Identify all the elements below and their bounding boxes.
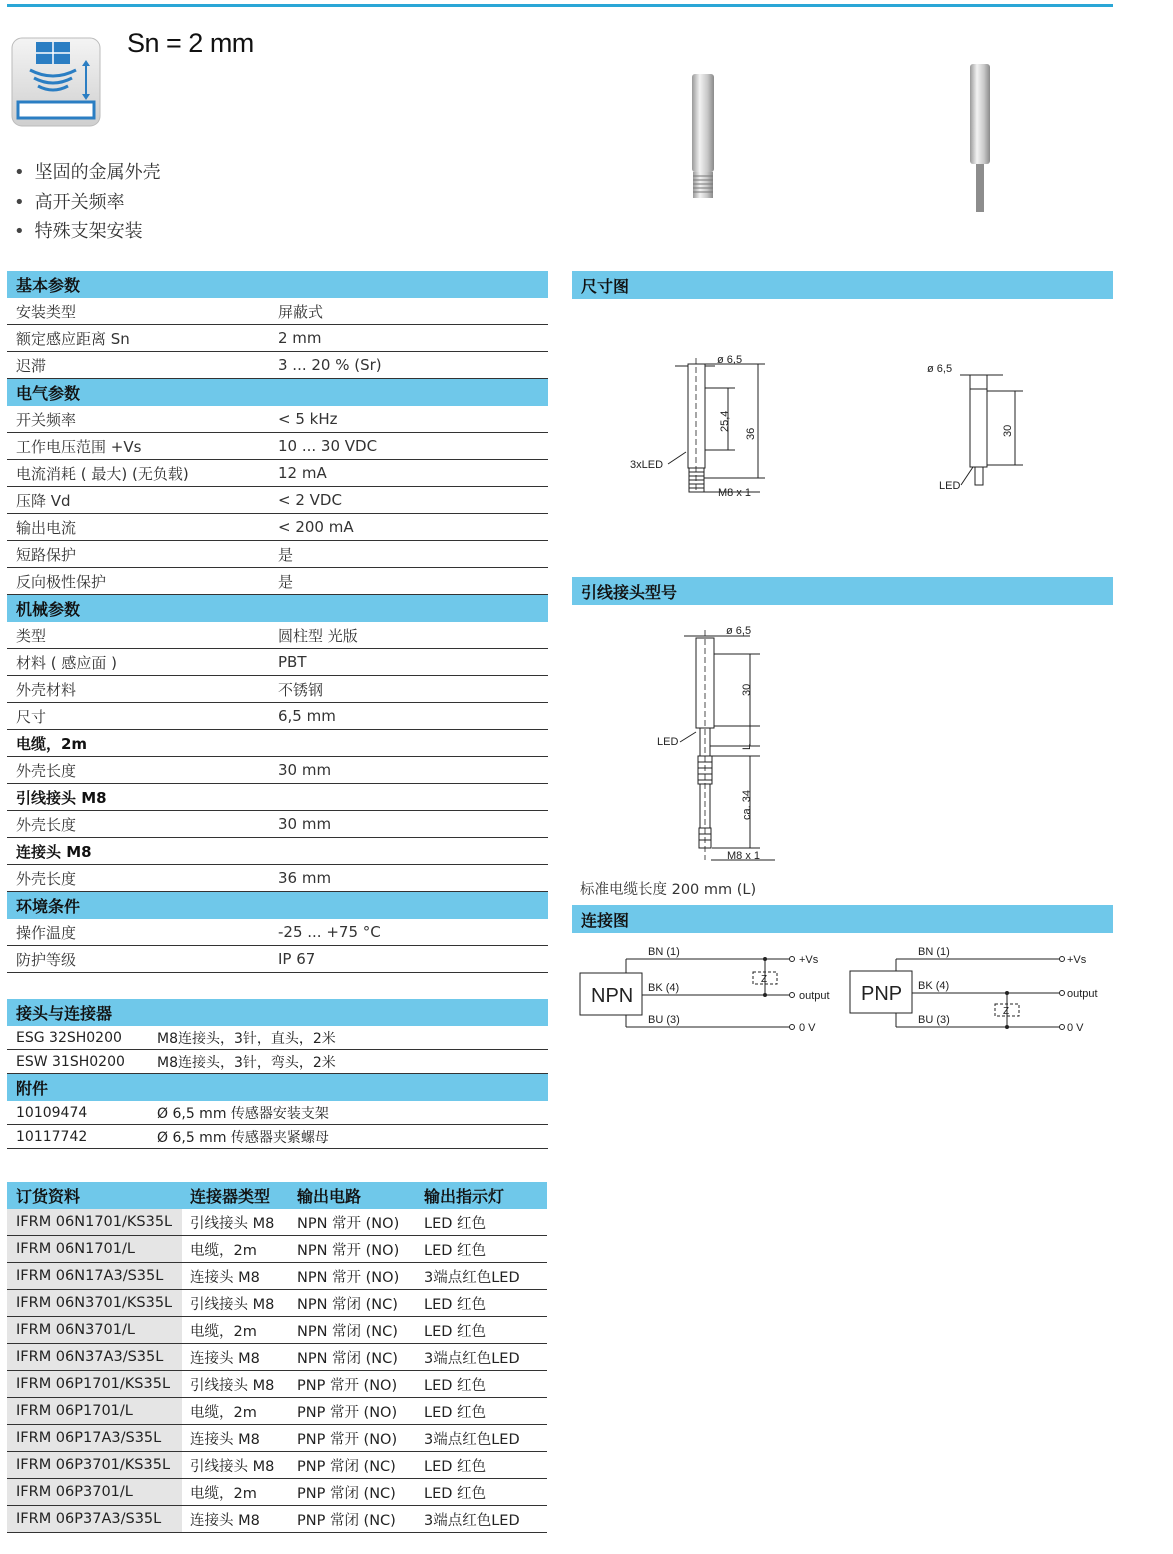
order-code: IFRM 06N3701/L xyxy=(7,1317,182,1343)
spec-row: 压降 Vd < 2 VDC xyxy=(7,487,548,514)
subsection-connector: 连接头 M8 xyxy=(7,838,548,865)
output-led: LED 红色 xyxy=(424,1458,487,1475)
svg-text:BK (4): BK (4) xyxy=(918,980,950,992)
spec-row: 安装类型 屏蔽式 xyxy=(7,298,548,325)
output-circuit: NPN 常开 (NO) xyxy=(297,1215,400,1232)
spec-row: 操作温度 -25 ... +75 °C xyxy=(7,919,548,946)
feature-list xyxy=(14,158,161,247)
svg-text:0 V: 0 V xyxy=(799,1022,816,1034)
svg-text:+Vs: +Vs xyxy=(1067,954,1087,966)
order-code: IFRM 06P3701/KS35L xyxy=(7,1452,182,1478)
output-circuit: PNP 常开 (NO) xyxy=(297,1377,398,1394)
output-circuit: NPN 常开 (NO) xyxy=(297,1269,400,1286)
svg-text:M8 x 1: M8 x 1 xyxy=(727,850,761,862)
order-row xyxy=(7,1452,547,1479)
spec-row: 外壳材料 不锈钢 xyxy=(7,676,548,703)
order-code: IFRM 06P1701/L xyxy=(7,1398,182,1424)
feature-item: • 高开关频率 xyxy=(14,188,161,218)
connector-type: 电缆，2m xyxy=(190,1323,257,1340)
output-circuit: PNP 常开 (NO) xyxy=(297,1431,398,1448)
svg-text:PNP: PNP xyxy=(861,983,903,1005)
svg-text:ø 6,5: ø 6,5 xyxy=(726,625,752,637)
connectors-table xyxy=(7,999,548,1149)
spec-row: 迟滞 3 ... 20 % (Sr) xyxy=(7,352,548,379)
order-code: IFRM 06P1701/KS35L xyxy=(7,1371,182,1397)
spec-row: 电流消耗 ( 最大) (无负载) 12 mA xyxy=(7,460,548,487)
accessory-row: 10109474 Ø 6,5 mm 传感器安装支架 xyxy=(7,1101,548,1125)
order-row xyxy=(7,1290,547,1317)
svg-text:36: 36 xyxy=(745,427,757,440)
order-table xyxy=(7,1182,547,1533)
svg-text:L: L xyxy=(741,743,753,750)
order-code: IFRM 06P37A3/S35L xyxy=(7,1506,182,1532)
svg-text:BK (4): BK (4) xyxy=(648,982,680,994)
spec-row: 尺寸 6,5 mm xyxy=(7,703,548,730)
svg-text:30: 30 xyxy=(741,683,753,696)
spec-row: 材料 ( 感应面 ) PBT xyxy=(7,649,548,676)
output-circuit: NPN 常闭 (NC) xyxy=(297,1296,398,1313)
connector-type: 连接头 M8 xyxy=(190,1350,260,1367)
output-circuit: PNP 常闭 (NC) xyxy=(297,1485,396,1502)
svg-text:Z: Z xyxy=(761,974,768,985)
svg-text:NPN: NPN xyxy=(591,985,634,1007)
wiring-diagram-pnp xyxy=(849,943,1109,1038)
spec-row: 短路保护 是 xyxy=(7,541,548,568)
output-led: LED 红色 xyxy=(424,1242,487,1259)
output-led: LED 红色 xyxy=(424,1215,487,1232)
output-circuit: PNP 常闭 (NC) xyxy=(297,1512,396,1529)
order-row xyxy=(7,1479,547,1506)
dimension-drawing-connector xyxy=(620,340,780,510)
connector-type: 引线接头 M8 xyxy=(190,1458,275,1475)
spec-row: 外壳长度 30 mm xyxy=(7,757,548,784)
spec-row: 额定感应距离 Sn 2 mm xyxy=(7,325,548,352)
svg-text:Z: Z xyxy=(1003,1006,1010,1017)
spec-row: 输出电流 < 200 mA xyxy=(7,514,548,541)
connector-row: ESW 31SH0200 M8连接头，3针，弯头，2米 xyxy=(7,1050,548,1074)
section-header-pigtail: 引线接头型号 xyxy=(572,577,1113,605)
output-circuit: PNP 常开 (NO) xyxy=(297,1404,398,1421)
connector-type: 连接头 M8 xyxy=(190,1512,260,1529)
subsection-pigtail: 引线接头 M8 xyxy=(7,784,548,811)
spec-row: 外壳长度 36 mm xyxy=(7,865,548,892)
spec-table xyxy=(7,271,548,973)
section-header-electrical: 电气参数 xyxy=(7,379,548,406)
order-row xyxy=(7,1425,547,1452)
feature-item: • 坚固的金属外壳 xyxy=(14,158,161,188)
connector-type: 连接头 M8 xyxy=(190,1269,260,1286)
output-circuit: NPN 常开 (NO) xyxy=(297,1242,400,1259)
output-led: 3端点红色LED xyxy=(424,1350,520,1367)
order-code: IFRM 06N17A3/S35L xyxy=(7,1263,182,1289)
svg-text:BN (1): BN (1) xyxy=(648,946,680,958)
order-code: IFRM 06N1701/KS35L xyxy=(7,1209,182,1235)
order-table-header: 订货资料 连接器类型 输出电路 输出指示灯 xyxy=(7,1182,547,1209)
product-image-connector xyxy=(688,72,718,202)
connector-type: 引线接头 M8 xyxy=(190,1215,275,1232)
svg-text:BN (1): BN (1) xyxy=(918,946,950,958)
svg-text:output: output xyxy=(1067,988,1098,1000)
cable-length-note: 标准电缆长度 200 mm (L) xyxy=(580,882,757,898)
output-circuit: NPN 常闭 (NC) xyxy=(297,1323,398,1340)
svg-text:30: 30 xyxy=(1002,424,1014,437)
spec-row: 防护等级 IP 67 xyxy=(7,946,548,973)
svg-text:ca. 34: ca. 34 xyxy=(741,790,753,820)
order-row xyxy=(7,1344,547,1371)
svg-text:+Vs: +Vs xyxy=(799,954,819,966)
svg-text:3xLED: 3xLED xyxy=(630,459,664,471)
connector-type: 引线接头 M8 xyxy=(190,1296,275,1313)
output-led: LED 红色 xyxy=(424,1404,487,1421)
svg-text:BU (3): BU (3) xyxy=(918,1014,950,1026)
output-led: 3端点红色LED xyxy=(424,1431,520,1448)
order-code: IFRM 06N3701/KS35L xyxy=(7,1290,182,1316)
connector-type: 电缆，2m xyxy=(190,1242,257,1259)
order-row xyxy=(7,1398,547,1425)
subsection-cable: 电缆，2m xyxy=(7,730,548,757)
connector-type: 电缆，2m xyxy=(190,1404,257,1421)
connector-type: 电缆，2m xyxy=(190,1485,257,1502)
order-row xyxy=(7,1263,547,1290)
output-led: LED 红色 xyxy=(424,1485,487,1502)
section-header-basic: 基本参数 xyxy=(7,271,548,298)
output-led: LED 红色 xyxy=(424,1323,487,1340)
output-led: LED 红色 xyxy=(424,1377,487,1394)
order-row xyxy=(7,1317,547,1344)
order-code: IFRM 06N37A3/S35L xyxy=(7,1344,182,1370)
section-header-accessories: 附件 xyxy=(7,1074,548,1101)
spec-row: 工作电压范围 +Vs 10 ... 30 VDC xyxy=(7,433,548,460)
wiring-diagram-npn xyxy=(579,943,839,1038)
spec-row: 外壳长度 30 mm xyxy=(7,811,548,838)
output-led: 3端点红色LED xyxy=(424,1512,520,1529)
connector-row: ESG 32SH0200 M8连接头，3针，直头，2米 xyxy=(7,1026,548,1050)
svg-text:25,4: 25,4 xyxy=(719,410,731,432)
connector-type: 连接头 M8 xyxy=(190,1431,260,1448)
dimension-drawing-cable xyxy=(925,355,1035,495)
feature-item: • 特殊支架安装 xyxy=(14,217,161,247)
spec-row: 类型 圆柱型 光版 xyxy=(7,622,548,649)
order-code: IFRM 06P3701/L xyxy=(7,1479,182,1505)
order-row xyxy=(7,1236,547,1263)
section-header-dimension: 尺寸图 xyxy=(572,271,1113,299)
svg-text:ø 6,5: ø 6,5 xyxy=(927,363,953,375)
svg-text:BU (3): BU (3) xyxy=(648,1014,680,1026)
top-accent-line xyxy=(7,4,1113,7)
output-led: 3端点红色LED xyxy=(424,1269,520,1286)
section-header-environment: 环境条件 xyxy=(7,892,548,919)
order-code: IFRM 06N1701/L xyxy=(7,1236,182,1262)
svg-text:M8 x 1: M8 x 1 xyxy=(718,487,752,499)
connector-type: 引线接头 M8 xyxy=(190,1377,275,1394)
output-circuit: PNP 常闭 (NC) xyxy=(297,1458,396,1475)
product-image-cable xyxy=(965,62,995,214)
output-circuit: NPN 常闭 (NC) xyxy=(297,1350,398,1367)
order-code: IFRM 06P17A3/S35L xyxy=(7,1425,182,1451)
dimension-drawing-pigtail xyxy=(650,620,790,870)
order-row xyxy=(7,1506,547,1533)
svg-text:output: output xyxy=(799,990,830,1002)
svg-text:ø 6,5: ø 6,5 xyxy=(717,354,743,366)
spec-row: 开关频率 < 5 kHz xyxy=(7,406,548,433)
section-header-connectors: 接头与连接器 xyxy=(7,999,548,1026)
inductive-sensor-logo-icon xyxy=(10,36,102,128)
output-led: LED 红色 xyxy=(424,1296,487,1313)
page-title: Sn = 2 mm xyxy=(127,28,254,58)
section-header-mechanical: 机械参数 xyxy=(7,595,548,622)
accessory-row: 10117742 Ø 6,5 mm 传感器夹紧螺母 xyxy=(7,1125,548,1149)
svg-text:LED: LED xyxy=(939,480,961,492)
section-header-wiring: 连接图 xyxy=(572,905,1113,933)
order-row xyxy=(7,1371,547,1398)
spec-row: 反向极性保护 是 xyxy=(7,568,548,595)
order-row xyxy=(7,1209,547,1236)
svg-text:LED: LED xyxy=(657,736,679,748)
svg-text:0 V: 0 V xyxy=(1067,1022,1084,1034)
